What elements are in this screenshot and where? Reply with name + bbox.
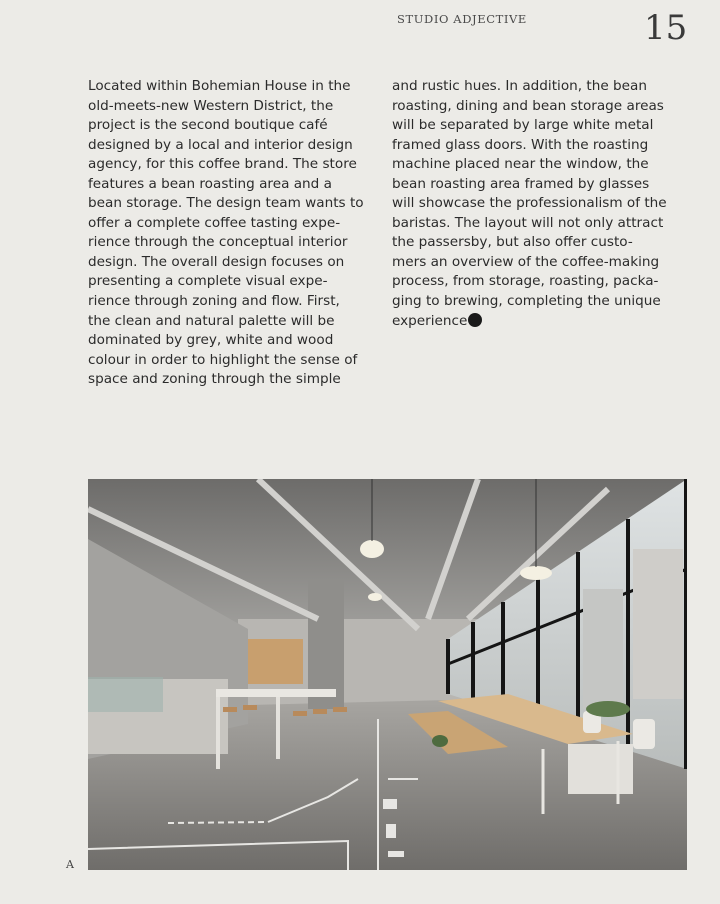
text-line: designed by a local and interior design: [88, 136, 353, 153]
text-line: colour in order to highlight the sense of: [88, 351, 358, 368]
text-line: the clean and natural palette will be: [88, 312, 335, 329]
text-line: will showcase the professionalism of the: [392, 195, 667, 212]
text-line: the passersby, but also offer custo-: [392, 234, 633, 251]
studio-name: STUDIO ADJECTIVE: [397, 12, 527, 26]
text-line: will be separated by large white metal: [392, 117, 654, 134]
text-line: bean storage. The design team wants to: [88, 195, 364, 212]
text-line: space and zoning through the simple: [88, 371, 341, 388]
text-line-end: experience: [392, 312, 468, 329]
cafe-interior-photo: [88, 479, 687, 870]
text-line: rience through the conceptual interior: [88, 234, 348, 251]
text-line: old-meets-new Western District, the: [88, 97, 334, 114]
text-line: framed glass doors. With the roasting: [392, 136, 649, 153]
text-line: features a bean roasting area and a: [88, 175, 332, 192]
text-line: offer a complete coffee tasting expe-: [88, 214, 341, 231]
text-line: bean roasting area framed by glasses: [392, 175, 650, 192]
text-line: agency, for this coffee brand. The store: [88, 156, 357, 173]
text-line: dominated by grey, white and wood: [88, 332, 334, 349]
text-line: [392, 312, 692, 332]
end-mark-icon: [468, 313, 482, 327]
page-number: 15: [644, 8, 688, 48]
text-column-right: [392, 77, 692, 331]
text-line: project is the second boutique café: [88, 117, 328, 134]
text-line: mers an overview of the coffee-making: [392, 253, 660, 270]
text-line: rience through zoning and flow. First,: [88, 293, 340, 310]
text-line: roasting, dining and bean storage areas: [392, 97, 664, 114]
text-line: and rustic hues. In addition, the bean: [392, 78, 647, 94]
high-table: [216, 689, 336, 697]
text-line: process, from storage, roasting, packa-: [392, 273, 659, 290]
text-line: ging to brewing, completing the unique: [392, 293, 661, 310]
text-column-left: [88, 77, 383, 390]
corner-letter: A: [66, 858, 74, 871]
text-line: baristas. The layout will not only attract: [392, 214, 664, 231]
text-line: machine placed near the window, the: [392, 156, 649, 173]
text-line: Located within Bohemian House in the: [88, 78, 351, 94]
text-line: presenting a complete visual expe-: [88, 273, 328, 290]
text-line: design. The overall design focuses on: [88, 253, 345, 270]
